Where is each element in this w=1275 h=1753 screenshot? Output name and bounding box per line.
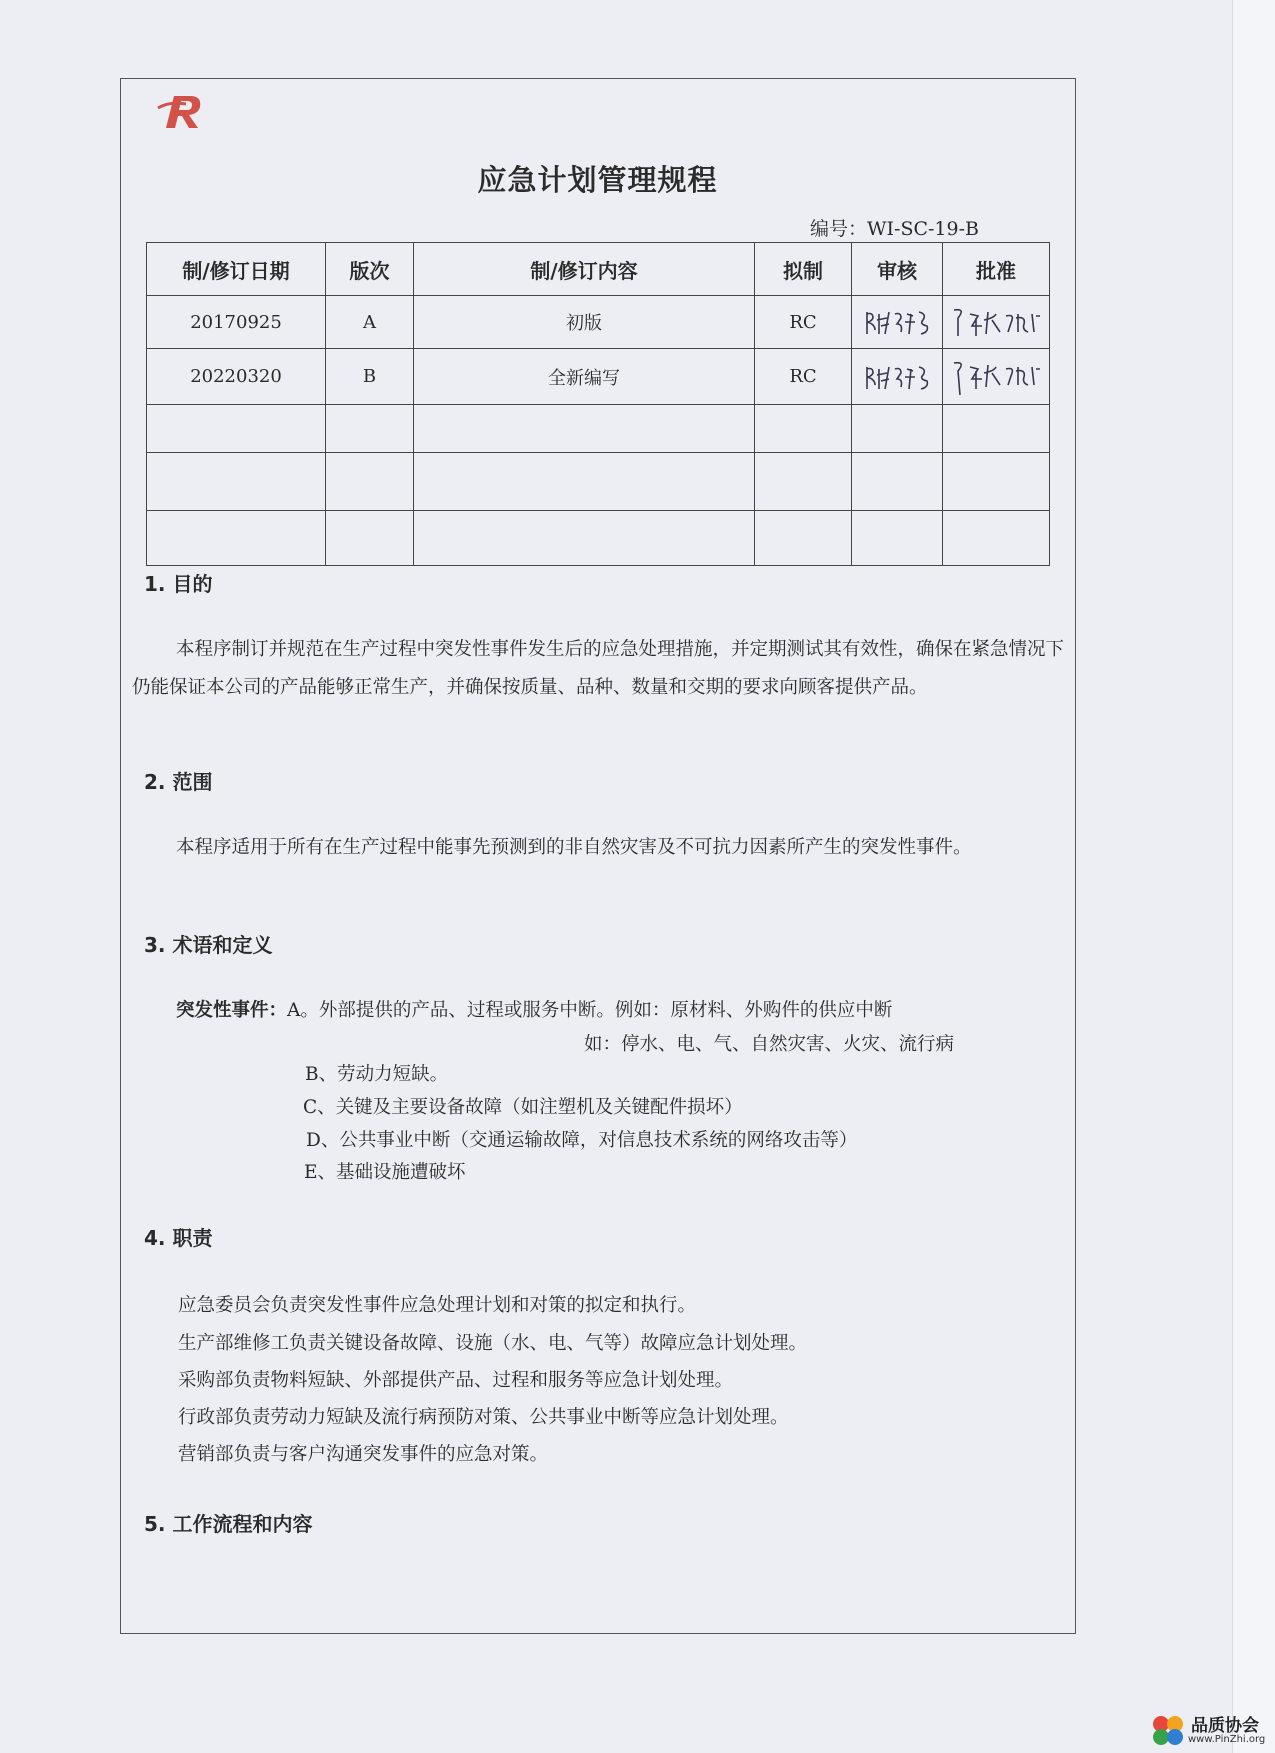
definition-line-c: C、关键及主要设备故障（如注塑机及关键配件损坏） xyxy=(303,1097,743,1118)
table-row xyxy=(147,296,1050,349)
definition-line-a: 突发性事件：A。外部提供的产品、过程或服务中断。例如：原材料、外购件的供应中断 xyxy=(176,1000,893,1021)
document-title: 应急计划管理规程 xyxy=(477,163,718,197)
responsibility-line: 营销部负责与客户沟通突发事件的应急对策。 xyxy=(178,1444,549,1465)
header-version: 版次 xyxy=(326,243,414,296)
cell-version: B xyxy=(326,349,414,405)
cell-date: 20220320 xyxy=(147,349,326,405)
section-body-scope: 本程序适用于所有在生产过程中能事先预测到的非自然灾害及不可抗力因素所产生的突发性事件。 xyxy=(176,837,972,858)
table-row-empty xyxy=(147,405,1050,453)
cell-approved xyxy=(943,296,1050,349)
table-row-empty xyxy=(147,453,1050,511)
approver-signature xyxy=(948,357,1044,397)
cell-drafted: RC xyxy=(755,349,852,405)
header-content: 制/修订内容 xyxy=(414,243,755,296)
responsibility-line: 行政部负责劳动力短缺及流行病预防对策、公共事业中断等应急计划处理。 xyxy=(178,1407,789,1428)
definition-line-e: E、基础设施遭破坏 xyxy=(304,1162,466,1183)
cell-reviewed xyxy=(852,296,943,349)
header-reviewed: 审核 xyxy=(852,243,943,296)
document-number: 编号：WI-SC-19-B xyxy=(810,218,979,240)
header-date: 制/修订日期 xyxy=(147,243,326,296)
reviewer-signature xyxy=(861,359,933,395)
header-drafted: 拟制 xyxy=(755,243,852,296)
cell-approved xyxy=(943,349,1050,405)
cell-content: 全新编写 xyxy=(414,349,755,405)
responsibility-line: 采购部负责物料短缺、外部提供产品、过程和服务等应急计划处理。 xyxy=(178,1370,734,1391)
watermark-name: 品质协会 xyxy=(1191,1716,1259,1736)
cell-version: A xyxy=(326,296,414,349)
section-heading-responsibilities: 4. 职责 xyxy=(144,1226,213,1250)
section-body-purpose: 本程序制订并规范在生产过程中突发性事件发生后的应急处理措施，并定期测试其有效性，确保在紧急情况下仍能保证本公司的产品能够正常生产，并确保按质量、品种、数量和交期的要求向顾客提供产品。 xyxy=(132,639,1065,698)
section-heading-purpose: 1. 目的 xyxy=(144,572,213,596)
definition-term: 突发性事件： xyxy=(176,1000,288,1021)
revision-table xyxy=(146,242,1050,566)
cell-drafted: RC xyxy=(755,296,852,349)
section-heading-definitions: 3. 术语和定义 xyxy=(144,933,273,957)
watermark-url: www.PinZhi.org xyxy=(1188,1734,1266,1745)
table-row xyxy=(147,349,1050,405)
definition-line-d: D、公共事业中断（交通运输故障，对信息技术系统的网络攻击等） xyxy=(306,1130,858,1151)
section-heading-scope: 2. 范围 xyxy=(144,770,213,794)
responsibility-line: 生产部维修工负责关键设备故障、设施（水、电、气等）故障应急计划处理。 xyxy=(178,1333,808,1354)
company-logo xyxy=(156,88,208,134)
scan-edge xyxy=(1232,0,1275,1753)
watermark-logo-icon xyxy=(1150,1712,1186,1748)
definition-line-a-continued: 如：停水、电、气、自然灾害、火灾、流行病 xyxy=(584,1034,955,1055)
table-header-row xyxy=(147,243,1050,296)
cell-content: 初版 xyxy=(414,296,755,349)
table-row-empty xyxy=(147,511,1050,566)
responsibility-line: 应急委员会负责突发性事件应急处理计划和对策的拟定和执行。 xyxy=(178,1295,697,1316)
reviewer-signature xyxy=(861,304,933,340)
cell-date: 20170925 xyxy=(147,296,326,349)
header-approved: 批准 xyxy=(943,243,1050,296)
section-heading-workflow: 5. 工作流程和内容 xyxy=(144,1512,313,1536)
definition-line-b: B、劳动力短缺。 xyxy=(305,1064,449,1085)
cell-reviewed xyxy=(852,349,943,405)
approver-signature xyxy=(948,304,1044,340)
